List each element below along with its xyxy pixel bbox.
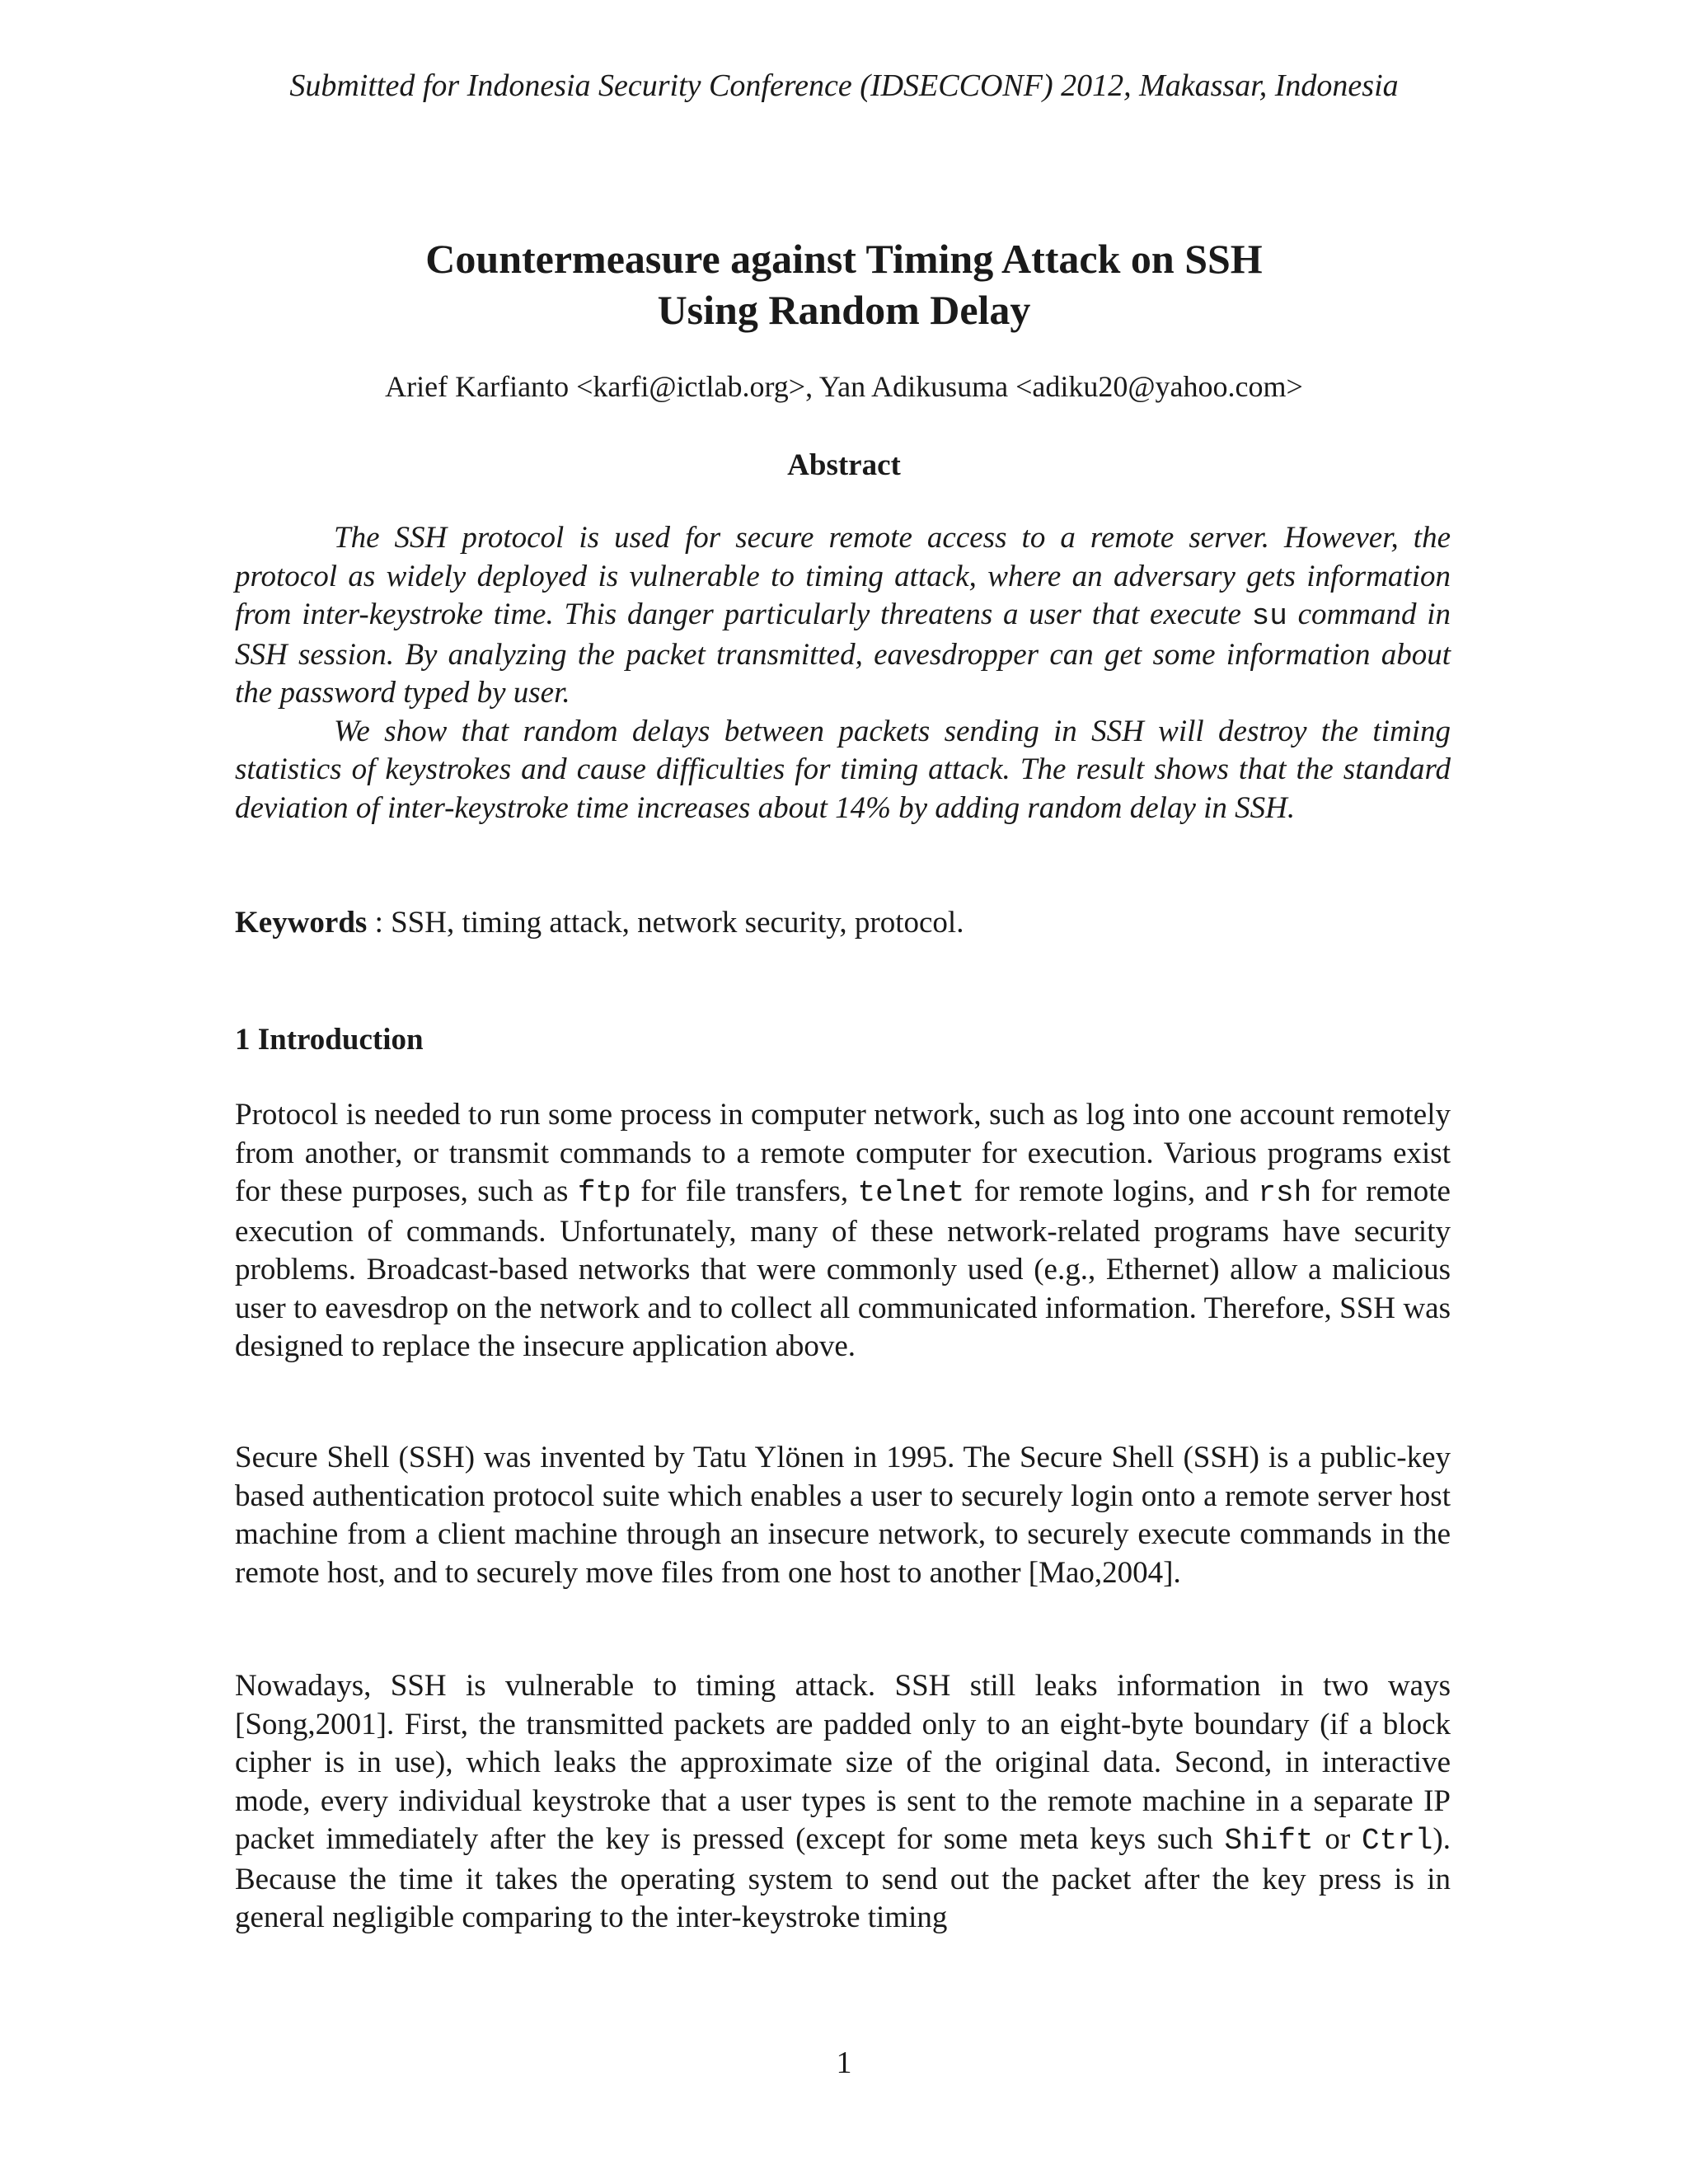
running-header: Submitted for Indonesia Security Conference (IDSECCONF) 2012, Makassar, Indonesia [289, 68, 1399, 103]
keywords-line [235, 905, 964, 940]
text-run: Protocol is needed to run some process in computer network, such as log into one account remotely from another, or transmit commands to a remote computer for execution. Various programs exist for these purposes, such as [235, 1098, 1451, 1208]
section-heading-introduction: 1 Introduction [235, 1023, 424, 1057]
code-rsh: rsh [1258, 1176, 1312, 1210]
title-line-2: Using Random Delay [657, 287, 1031, 333]
paper-title [0, 233, 1688, 335]
abstract-paragraph-1 [235, 519, 1451, 713]
code-shift: Shift [1224, 1824, 1314, 1858]
keywords-label: Keywords [235, 906, 368, 940]
introduction-paragraph-2 [235, 1439, 1451, 1592]
text-run: for file transfers, [631, 1174, 858, 1208]
abstract-body [235, 519, 1451, 827]
code-su: su [1251, 599, 1287, 633]
title-line-1: Countermeasure against Timing Attack on SSH [425, 236, 1263, 282]
code-telnet: telnet [857, 1176, 965, 1210]
abstract-heading: Abstract [787, 448, 901, 482]
introduction-paragraph-1 [235, 1096, 1451, 1366]
text-run: or [1313, 1822, 1362, 1856]
intro-p2-text: Secure Shell (SSH) was invented by Tatu Ylönen in 1995. The Secure Shell (SSH) is a public-key based authentication protocol suite which enables a user to securely login onto a remote server host machine from a client machine through an insecure network, to securely execute commands in the remote host, and to securely move files from one host to another [Mao,2004]. [235, 1441, 1451, 1590]
introduction-paragraph-3 [235, 1667, 1451, 1938]
page-number: 1 [836, 2046, 852, 2080]
text-run: for remote execution of commands. Unfortunately, many of these network-related programs have security problems. Broadcast-based networks that were commonly used (e.g., Ethernet) allow a malicious user to eavesdrop on the network and to collect all communicated information. Therefore, SSH was designed to replace the insecure application above. [235, 1174, 1451, 1363]
code-ftp: ftp [577, 1176, 631, 1210]
intro-p3-text [235, 1667, 1451, 1938]
keywords-text: : SSH, timing attack, network security, protocol. [367, 906, 964, 940]
abstract-text: command in SSH session. By analyzing the packet transmitted, eavesdropper can get some information about the password typed by user. [235, 598, 1451, 710]
author-list: Arief Karfianto <karfi@ictlab.org>, Yan Adikusuma <adiku20@yahoo.com> [385, 370, 1303, 403]
code-ctrl: Ctrl [1362, 1824, 1433, 1858]
intro-p1-text [235, 1096, 1451, 1366]
abstract-paragraph-2: We show that random delays between packets sending in SSH will destroy the timing statistics of keystrokes and cause difficulties for timing attack. The result shows that the standard deviation of inter-keystroke time increases about 14% by adding random delay in SSH. [235, 714, 1451, 825]
abstract-text: The SSH protocol is used for secure remote access to a remote server. However, the protocol as widely deployed is vulnerable to timing attack, where an adversary gets information from inter-keystroke time. This danger particularly threatens a user that execute [235, 521, 1451, 631]
text-run: for remote logins, and [964, 1174, 1259, 1208]
text-run: Nowadays, SSH is vulnerable to timing attack. SSH still leaks information in two ways [Song,2001]. First, the transmitted packets are padded only to an eight-byte boundary (if a block cipher is in use), which leaks the approximate size of the original data. Second, in interactive mode, every individual keystroke that a user types is sent to the remote machine in a separate IP packet immediately after the key is pressed (except for some meta keys such [235, 1669, 1451, 1856]
text-run: ). Because the time it takes the operating system to send out the packet after the key press is in general negligible comparing to the inter-keystroke timing [235, 1822, 1451, 1934]
